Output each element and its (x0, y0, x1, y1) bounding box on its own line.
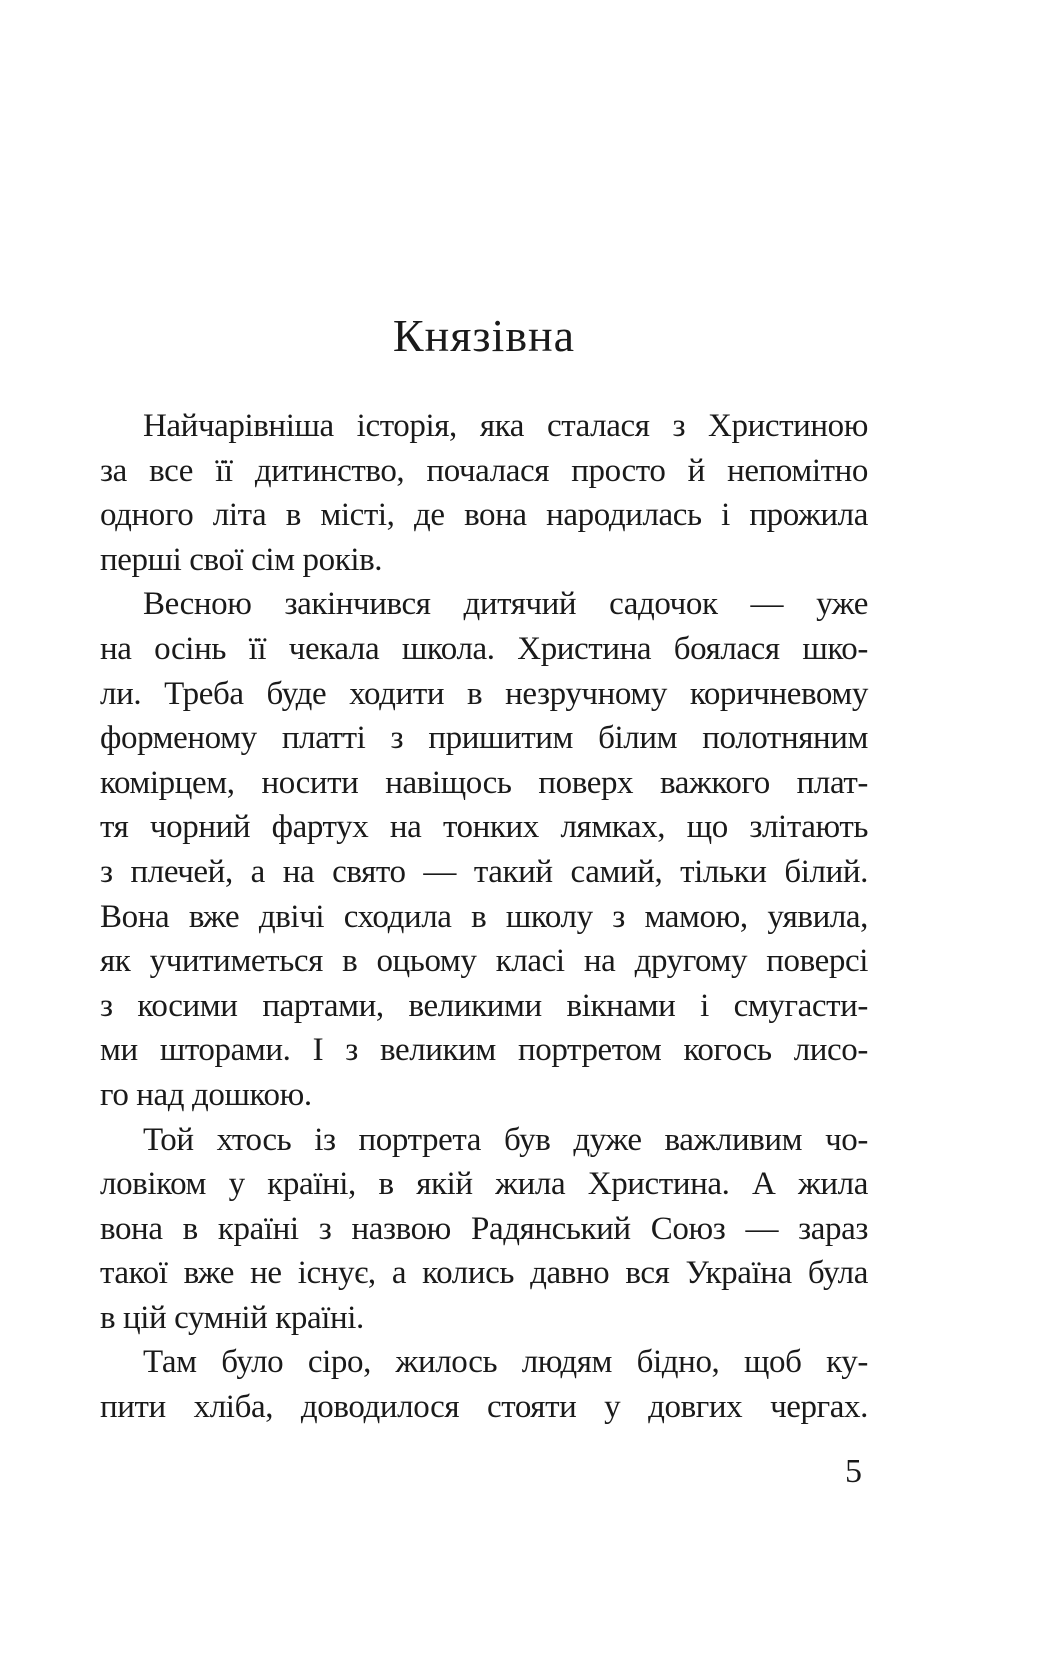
text-line: Весною закінчився дитячий садочок — уже (143, 586, 868, 623)
page-number: 5 (845, 1453, 862, 1490)
text-line: ли. Треба буде ходити в незручному коричневому (100, 675, 868, 712)
paragraph (100, 582, 868, 1117)
text-line: одного літа в місті, де вона народилась і прожила (100, 497, 868, 534)
text-line: го над дошкою. (100, 1076, 312, 1113)
text-line: Той хтось із портрета був дуже важливим чо- (143, 1121, 868, 1158)
chapter-title: Князівна (392, 310, 576, 361)
text-line: такої вже не існує, а колись давно вся Україна була (100, 1255, 868, 1292)
text-line: за все її дитинство, почалася просто й непомітно (100, 452, 868, 489)
text-line: з косими партами, великими вікнами і смугасти- (100, 987, 868, 1024)
page-text-block (100, 308, 868, 1430)
paragraph (100, 404, 868, 582)
body-text (100, 404, 868, 1430)
text-line: ми шторами. І з великим портретом когось лисо- (100, 1032, 868, 1069)
text-line: вона в країні з назвою Радянський Союз — зараз (100, 1210, 868, 1247)
text-line: комірцем, носити навіщось поверх важкого плат- (100, 764, 868, 801)
text-line: Вона вже двічі сходила в школу з мамою, уявила, (100, 898, 868, 935)
text-line: Там було сіро, жилось людям бідно, щоб ку- (143, 1344, 868, 1381)
text-line: Найчарівніша історія, яка сталася з Христиною (143, 408, 868, 444)
text-line: ловіком у країні, в якій жила Христина. А жила (100, 1166, 868, 1203)
paragraph (100, 1340, 868, 1429)
text-line: форменому платті з пришитим білим полотняним (100, 720, 868, 757)
text-line: як учитиметься в оцьому класі на другому поверсі (100, 943, 868, 980)
text-line: в цій сумній країні. (100, 1299, 364, 1336)
text-line: пити хліба, доводилося стояти у довгих чергах. (100, 1389, 868, 1426)
text-line: з плечей, а на свято — такий самий, тільки білий. (100, 853, 868, 890)
text-line: на осінь її чекала школа. Христина боялася шко- (100, 630, 868, 667)
text-line: тя чорний фартух на тонких лямках, що злітають (100, 809, 868, 846)
text-line: перші свої сім років. (100, 541, 383, 578)
paragraph (100, 1118, 868, 1341)
